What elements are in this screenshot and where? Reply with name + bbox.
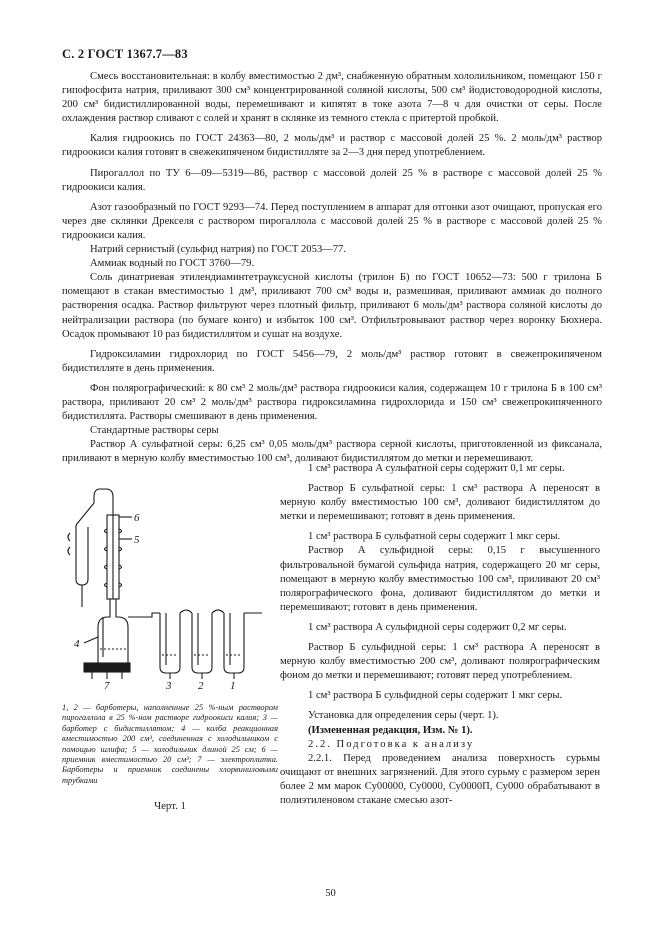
hot-plate [84, 663, 130, 672]
figure-caption: 1, 2 — барботеры, наполненные 25 %-ным раствором пирогаллола в 25 %-ном растворе гидроокиси калия; 3 — барботер с бидистиллятом; 4 — колба реакционная вместимостью 200 см³, соединенная с холодильником с помощью шлифа; 5 — холодильник длиной 25 см; 6 — приемник вместимостью 20 см³; 7 — электроплитка. Барботеры и приемник соединены хлорвиниловыми трубками [62, 703, 278, 785]
figure-label-6: 6 [134, 512, 140, 524]
paragraph-apparatus-reference: Установка для определения серы (черт. 1). [308, 710, 499, 722]
paragraph-a-sulfate-content: 1 см³ раствора А сульфатной серы содержит 0,1 мг серы. [308, 463, 565, 474]
receiver [76, 525, 88, 585]
paragraph-sodium-sulfide: Натрий сернистый (сульфид натрия) по ГОСТ 2053—77. [90, 244, 347, 256]
figure-label-5: 5 [134, 534, 140, 546]
paragraph-surface-cleaning: 2.2.1. Перед проведением анализа поверхность сурьмы очищают от внешних загрязнений. Для этого сурьму с размером зерен более 2 мм марок Су00000, Су0000, Су0000П, Су000 обрабатывают в полиэтиленовом стакане смесью азот- [280, 752, 600, 806]
section-heading-preparation: 2.2. Подготовка к анализу [308, 738, 475, 750]
paragraph-polarographic-background: Фон полярографический: к 80 см³ 2 моль/дм³ раствора гидроокиси калия, содержащем 10 г трилона Б в 100 см³ раствора, приливают 20 см³ 2 моль/дм³ раствора гидроксиламина гидрохлорида и 150 см³ свежепрокипяченного бидистиллята. Растворы смешивают в день применения. [62, 382, 602, 423]
paragraph-b-sulfate: Раствор Б сульфатной серы: 1 см³ раствора А переносят в мерную колбу вместимостью 100 см³, доливают бидистиллятом до метки и перемешивают; готовят в день применения. [280, 483, 600, 523]
page-number: 50 [325, 888, 336, 899]
bubbler-1 [224, 613, 244, 673]
apparatus-figure [62, 467, 278, 699]
paragraph-solution-a-sulfate: Раствор А сульфатной серы: 6,25 см³ 0,05 моль/дм³ раствора серной кислоты, приготовленной из фиксанала, приливают в мерную колбу вместимостью 100 см³, доливают бидистиллятом до метки и перемешивают. [62, 439, 602, 465]
paragraph-hydroxylamine: Гидроксиламин гидрохлорид по ГОСТ 5456—79, 2 моль/дм³ раствор готовят в свежепрокипяченом бидистилляте в день применения. [62, 348, 602, 374]
figure-title: Черт. 1 [154, 800, 186, 812]
paragraph-standard-solutions: Стандартные растворы серы [90, 425, 219, 437]
figure-label-1: 1 [230, 680, 236, 692]
figure-label-2: 2 [198, 680, 204, 692]
paragraph-amendment-note: (Измененная редакция, Изм. № 1). [308, 724, 473, 736]
page-header: С. 2 ГОСТ 1367.7—83 [62, 47, 188, 61]
bubbler-3 [160, 613, 180, 673]
paragraph-reducing-mixture: Смесь восстановительная: в колбу вместимостью 2 дм³, снабженную обратным хололильником, помещают 150 г гипофосфита натрия, приливают 300 см³ концентрированной соляной кислоты, 500 см³ йодистоводородной кислоты, 200 см³ бидистиллированной воды, перемешивают и кипятят в токе азота 7—8 ч для очистки от серы. После охлаждения раствор сливают с солей и хранят в склянке из темного стекла с притертой пробкой. [62, 71, 602, 125]
paragraph-pyrogallol: Пирогаллол по ТУ 6—09—5319—86, раствор с массовой долей 25 % в растворе с массовой долей 25 % гидроокиси калия. [62, 167, 602, 193]
paragraph-nitrogen: Азот газообразный по ГОСТ 9293—74. Перед поступлением в аппарат для отгонки азот очищают, пропуская его через две склянки Дрекселя с раствором пирогаллола с массовой долей 25 % в растворе с массовой долей 25 % гидроокиси калия. [62, 201, 602, 241]
paragraph-potassium-hydroxide: Калия гидроокись по ГОСТ 24363—80, 2 моль/дм³ и раствор с массовой долей 25 %. 2 моль/дм³ раствор гидроокиси калия готовят в свежекипяченом бидистилляте за 2—3 дня перед употреблением. [62, 133, 602, 159]
top-text-block [62, 70, 602, 466]
apparatus-diagram [62, 467, 278, 699]
figure-label-4: 4 [74, 638, 80, 650]
paragraph-b-sulfide-content: 1 см³ раствора Б сульфидной серы содержит 1 мкг серы. [308, 690, 563, 702]
paragraph-trilon-b: Соль динатриевая этилендиаминтетрауксусной кислоты (трилон Б) по ГОСТ 10652—73: 500 г трилона Б помещают в стакан вместимостью 1 дм³, приливают 700 см³ воды и, размешивая, приливают аммиак до полного растворения осадка. Раствор фильтруют через плотный фильтр, приливают 6 моль/дм³ раствора соляной кислоты до нейтрализации раствора (по бумаге конго) и избыток 100 см³. Отфильтровывают раствор через воронку Бюхнера. Осадок промывают 10 раз бидистиллятом и сушат на воздухе. [62, 272, 602, 340]
right-column-text [280, 462, 600, 808]
bubbler-2 [192, 613, 212, 673]
figure-label-7: 7 [104, 680, 110, 692]
paragraph-a-sulfide: Раствор А сульфидной серы: 0,15 г высушенного фильтровальной бумагой сульфида натрия, содержащего 20 мг серы, помещают в мерную колбу вместимостью 100 см³, приливают 20 см³ полярографического фона, доливают бидистиллятом до метки и перемешивают; готовят в день применения. [280, 545, 600, 613]
paragraph-b-sulfide: Раствор Б сульфидной серы: 1 см³ раствора А переносят в мерную колбу вместимостью 200 см³, доливают полярографическим фоном до метки и перемешивают; готовят перед употреблением. [280, 642, 600, 682]
paragraph-ammonia: Аммиак водный по ГОСТ 3760—79. [90, 258, 255, 270]
figure-label-3: 3 [166, 680, 172, 692]
paragraph-a-sulfide-content: 1 см³ раствора А сульфидной серы содержит 0,2 мг серы. [308, 621, 567, 633]
paragraph-b-sulfate-content: 1 см³ раствора Б сульфатной серы содержит 1 мкг серы. [308, 531, 561, 543]
